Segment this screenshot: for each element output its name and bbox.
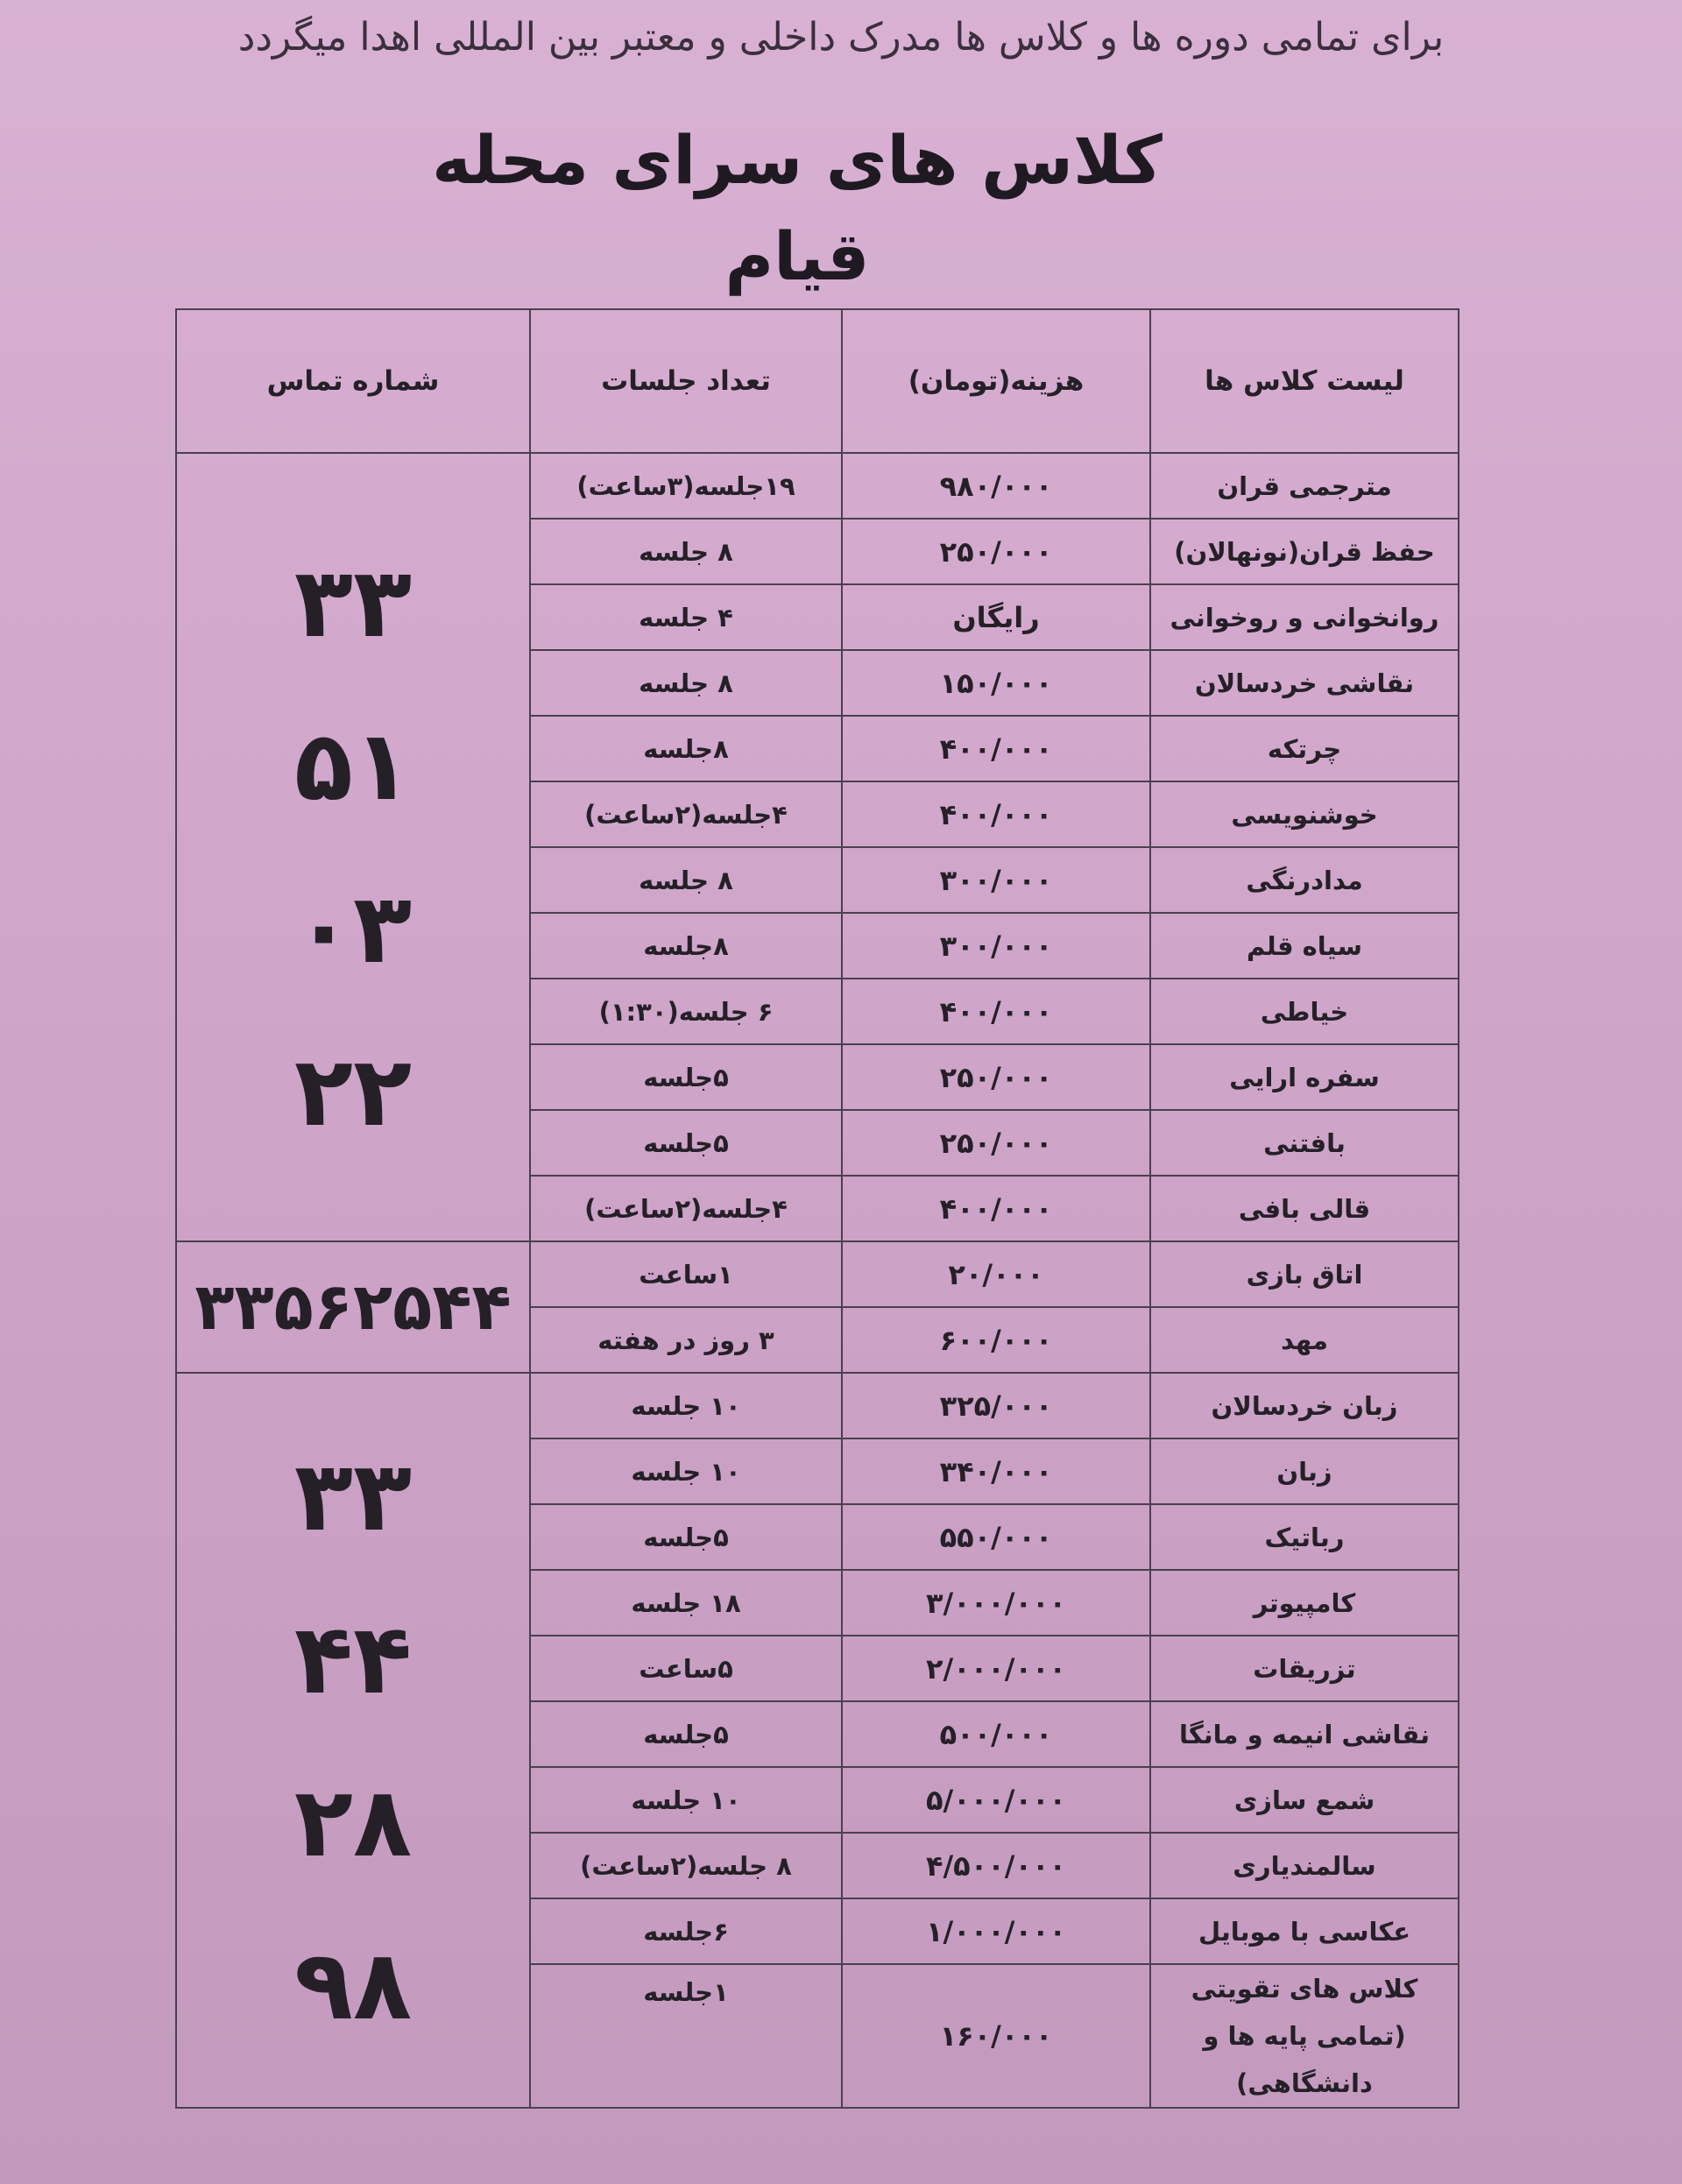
class-name-line-2: (تمامی پایه ها و دانشگاهی) <box>1203 2021 1406 2098</box>
class-sessions: ۸ جلسه(۲ساعت) <box>530 1833 842 1898</box>
class-sessions: ۳ روز در هفته <box>530 1307 842 1373</box>
contact-digits: ۵۱ <box>293 710 413 822</box>
class-name: مدادرنگی <box>1150 847 1459 913</box>
class-name: کامپیوتر <box>1150 1570 1459 1636</box>
table-row <box>176 1373 1459 1438</box>
header-cost: هزینه(تومان) <box>842 309 1150 453</box>
class-cost: رایگان <box>842 584 1150 650</box>
class-sessions: ۱ساعت <box>530 1241 842 1307</box>
class-sessions: ۸ جلسه <box>530 519 842 584</box>
class-sessions: ۵ساعت <box>530 1636 842 1701</box>
class-cost: ۲۵۰/۰۰۰ <box>842 519 1150 584</box>
header-contact: شماره تماس <box>176 309 530 453</box>
class-cost: ۴۰۰/۰۰۰ <box>842 1176 1150 1241</box>
class-cost: ۲۵۰/۰۰۰ <box>842 1044 1150 1110</box>
class-cost: ۹۸۰/۰۰۰ <box>842 453 1150 519</box>
class-cost: ۳/۰۰۰/۰۰۰ <box>842 1570 1150 1636</box>
class-name: چرتکه <box>1150 716 1459 781</box>
class-name: قالی بافی <box>1150 1176 1459 1241</box>
class-sessions: ۱۰ جلسه <box>530 1767 842 1833</box>
class-cost: ۲۵۰/۰۰۰ <box>842 1110 1150 1176</box>
class-sessions: ۶ جلسه(۱:۳۰) <box>530 979 842 1044</box>
class-sessions: ۱۹جلسه(۳ساعت) <box>530 453 842 519</box>
class-name: زبان خردسالان <box>1150 1373 1459 1438</box>
class-cost: ۲۰/۰۰۰ <box>842 1241 1150 1307</box>
class-sessions: ۸ جلسه <box>530 847 842 913</box>
class-sessions: ۴جلسه(۲ساعت) <box>530 781 842 847</box>
class-sessions: ۱۰ جلسه <box>530 1373 842 1438</box>
contact-number-group-3 <box>176 1373 530 2108</box>
class-sessions: ۴ جلسه <box>530 584 842 650</box>
contact-digits: ۹۸ <box>293 1928 413 2041</box>
contact-digits: ۴۴ <box>293 1602 413 1715</box>
class-cost: ۶۰۰/۰۰۰ <box>842 1307 1150 1373</box>
class-name: سیاه قلم <box>1150 913 1459 979</box>
table-header-row <box>176 309 1459 453</box>
class-cost: ۳۰۰/۰۰۰ <box>842 847 1150 913</box>
class-name: سالمندیاری <box>1150 1833 1459 1898</box>
class-cost: ۳۲۵/۰۰۰ <box>842 1373 1150 1438</box>
class-cost: ۳۴۰/۰۰۰ <box>842 1438 1150 1504</box>
class-sessions: ۴جلسه(۲ساعت) <box>530 1176 842 1241</box>
class-name: بافتنی <box>1150 1110 1459 1176</box>
class-cost: ۴۰۰/۰۰۰ <box>842 716 1150 781</box>
class-name: حفظ قران(نونهالان) <box>1150 519 1459 584</box>
class-sessions: ۵جلسه <box>530 1701 842 1767</box>
class-cost: ۳۰۰/۰۰۰ <box>842 913 1150 979</box>
class-sessions: ۵جلسه <box>530 1110 842 1176</box>
class-cost: ۵۰۰/۰۰۰ <box>842 1701 1150 1767</box>
contact-number-group-2: ۳۳۵۶۲۵۴۴ <box>176 1241 530 1373</box>
class-sessions: ۸جلسه <box>530 716 842 781</box>
class-name: خوشنویسی <box>1150 781 1459 847</box>
class-sessions: ۸ جلسه <box>530 650 842 716</box>
class-cost: ۱۵۰/۰۰۰ <box>842 650 1150 716</box>
class-cost: ۲/۰۰۰/۰۰۰ <box>842 1636 1150 1701</box>
class-cost: ۱/۰۰۰/۰۰۰ <box>842 1898 1150 1964</box>
class-cost: ۵/۰۰۰/۰۰۰ <box>842 1767 1150 1833</box>
contact-digits: ۰۳ <box>293 873 413 985</box>
class-name: خیاطی <box>1150 979 1459 1044</box>
class-cost: ۱۶۰/۰۰۰ <box>842 1964 1150 2108</box>
class-cost: ۴/۵۰۰/۰۰۰ <box>842 1833 1150 1898</box>
table-row <box>176 453 1459 519</box>
class-name: نقاشی انیمه و مانگا <box>1150 1701 1459 1767</box>
class-sessions: ۱جلسه <box>530 1964 842 2108</box>
class-cost: ۴۰۰/۰۰۰ <box>842 979 1150 1044</box>
class-sessions: ۱۸ جلسه <box>530 1570 842 1636</box>
class-name: عکاسی با موبایل <box>1150 1898 1459 1964</box>
class-name-line-1: کلاس های تقویتی <box>1191 1974 1418 2004</box>
class-sessions: ۸جلسه <box>530 913 842 979</box>
classes-table <box>175 308 1459 2109</box>
class-name: شمع سازی <box>1150 1767 1459 1833</box>
class-name: اتاق بازی <box>1150 1241 1459 1307</box>
class-name: سفره ارایی <box>1150 1044 1459 1110</box>
class-cost: ۵۵۰/۰۰۰ <box>842 1504 1150 1570</box>
class-name: تزریقات <box>1150 1636 1459 1701</box>
class-sessions: ۵جلسه <box>530 1504 842 1570</box>
table-row <box>176 1241 1459 1307</box>
class-name: رباتیک <box>1150 1504 1459 1570</box>
class-sessions: ۱۰ جلسه <box>530 1438 842 1504</box>
contact-digits: ۲۸ <box>293 1765 413 1878</box>
header-class-list: لیست کلاس ها <box>1150 309 1459 453</box>
class-name <box>1150 1964 1459 2108</box>
class-name: مترجمی قران <box>1150 453 1459 519</box>
class-name: نقاشی خردسالان <box>1150 650 1459 716</box>
contact-digits: ۳۳ <box>293 547 413 659</box>
contact-digits: ۲۲ <box>293 1035 413 1148</box>
class-name: مهد <box>1150 1307 1459 1373</box>
contact-number-group-1 <box>176 453 530 1241</box>
contact-digits: ۳۳ <box>293 1439 413 1552</box>
class-name: روانخوانی و روخوانی <box>1150 584 1459 650</box>
class-sessions: ۶جلسه <box>530 1898 842 1964</box>
header-sessions: تعداد جلسات <box>530 309 842 453</box>
certificate-note: برای تمامی دوره ها و کلاس ها مدرک داخلی و معتبر بین المللی اهدا میگردد <box>237 15 1445 60</box>
class-cost: ۴۰۰/۰۰۰ <box>842 781 1150 847</box>
class-name: زبان <box>1150 1438 1459 1504</box>
class-sessions: ۵جلسه <box>530 1044 842 1110</box>
page-title: کلاس های سرای محله قیام <box>432 121 1163 295</box>
